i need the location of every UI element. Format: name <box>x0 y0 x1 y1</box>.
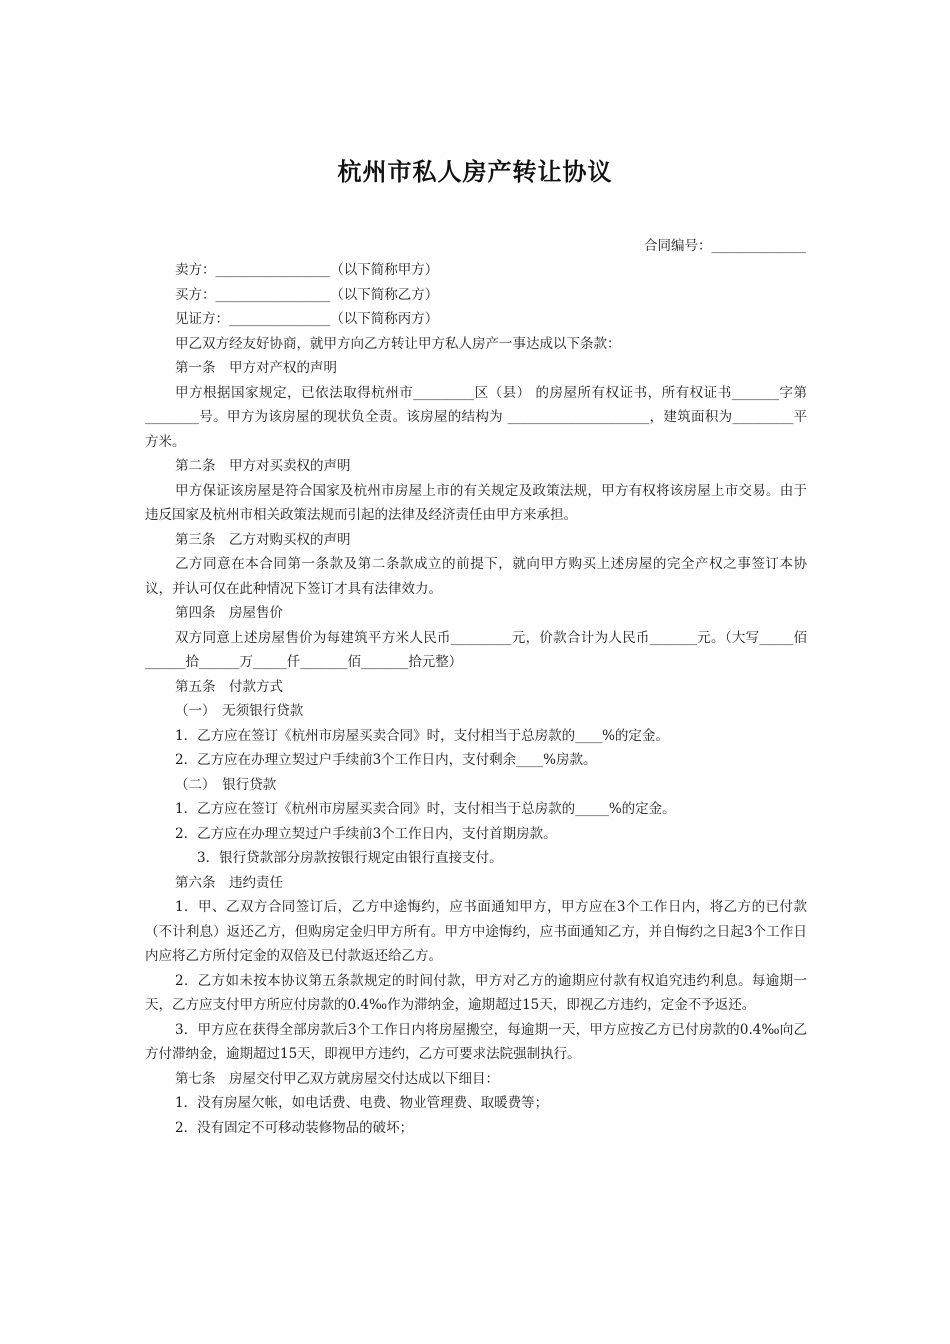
article-3-heading: 第三条 乙方对购买权的声明 <box>175 531 351 548</box>
document-title: 杭州市私人房产转让协议 <box>337 157 613 186</box>
article-6-item: 3．甲方应在获得全部房款后3个工作日内将房屋搬空，每逾期一天，甲方应按乙方已付房款的0.4‰向乙方付滞纳金，逾期超过15天，即视甲方违约，乙方可要求法院强制执行。 <box>145 1021 807 1062</box>
article-7-heading: 第七条 房屋交付甲乙双方就房屋交付达成以下细目： <box>175 1070 499 1087</box>
intro-paragraph: 甲乙双方经友好协商，就甲方向乙方转让甲方私人房产一事达成以下条款： <box>175 335 621 352</box>
article-5-heading: 第五条 付款方式 <box>175 678 283 695</box>
article-5-option-1-heading: （一） 无须银行贷款 <box>175 703 304 719</box>
article-6-item: 1．甲、乙双方合同签订后，乙方中途悔约，应书面通知甲方，甲方应在3个工作日内，将乙方的已付款（不计利息）返还乙方，但购房定金归甲方所有。甲方中途悔约，应书面通知乙方，并自悔约之日起3个工作日内应将乙方所付定金的双倍及已付款返还给乙方。 <box>145 899 807 964</box>
article-1-heading: 第一条 甲方对产权的声明 <box>175 360 337 376</box>
article-7-item: 1．没有房屋欠帐，如电话费、电费、物业管理费、取暖费等； <box>175 1095 549 1111</box>
article-1-text: 甲方根据国家规定，已依法取得杭州市_________区（县） 的房屋所有权证书，所有权证书_______字第________号。甲方为该房屋的现状负全责。该房屋的结构为 _____________________，建筑面积为_________平方米。 <box>145 384 807 450</box>
article-7-item: 2．没有固定不可移动装修物品的破坏； <box>175 1119 414 1136</box>
article-2-heading: 第二条 甲方对买卖权的声明 <box>175 458 351 474</box>
article-6-heading: 第六条 违约责任 <box>175 874 283 891</box>
article-5-option-1-item: 2．乙方应在办理立契过户手续前3个工作日内，支付剩余____%房款。 <box>175 752 597 768</box>
article-5-option-1-item: 1．乙方应在签订《杭州市房屋买卖合同》时，支付相当于总房款的____%的定金。 <box>175 727 669 744</box>
article-5-option-2-heading: （二） 银行贷款 <box>175 776 277 793</box>
article-3-text: 乙方同意在本合同第一条款及第二条款成立的前提下，就向甲方购买上述房屋的完全产权之事签订本协议，并认可仅在此种情况下签订才具有法律效力。 <box>145 556 807 597</box>
article-5-option-2-item: 1．乙方应在签订《杭州市房屋买卖合同》时，支付相当于总房款的_____%的定金。 <box>175 801 676 817</box>
article-5-option-2-item: 3．银行贷款部分房款按银行规定由银行直接支付。 <box>197 850 503 866</box>
witness-line: 见证方：_______________（以下简称丙方） <box>175 311 439 327</box>
article-6-item: 2．乙方如未按本协议第五条款规定的时间付款，甲方对乙方的逾期应付款有权追究违约利息。每逾期一天，乙方应支付甲方所应付房款的0.4‰作为滞纳金，逾期超过15天，即视乙方违约，定金不予返还。 <box>145 972 807 1013</box>
document-body <box>145 258 807 1140</box>
article-2-text: 甲方保证该房屋是符合国家及杭州市房屋上市的有关规定及政策法规，甲方有权将该房屋上市交易。由于违反国家及杭州市相关政策法规而引起的法律及经济责任由甲方来承担。 <box>145 482 807 523</box>
buyer-line: 买方：_________________（以下简称乙方） <box>175 286 439 303</box>
article-5-option-2-item: 2．乙方应在办理立契过户手续前3个工作日内，支付首期房款。 <box>175 825 557 842</box>
article-4-text: 双方同意上述房屋售价为每建筑平方米人民币_________元，价款合计为人民币_______元。（大写_____佰______拾______万_____仟_______佰_______拾元整） <box>145 629 807 670</box>
seller-line: 卖方：_________________（以下简称甲方） <box>175 262 439 278</box>
article-4-heading: 第四条 房屋售价 <box>175 605 283 621</box>
contract-number: 合同编号：______________ <box>644 238 806 254</box>
